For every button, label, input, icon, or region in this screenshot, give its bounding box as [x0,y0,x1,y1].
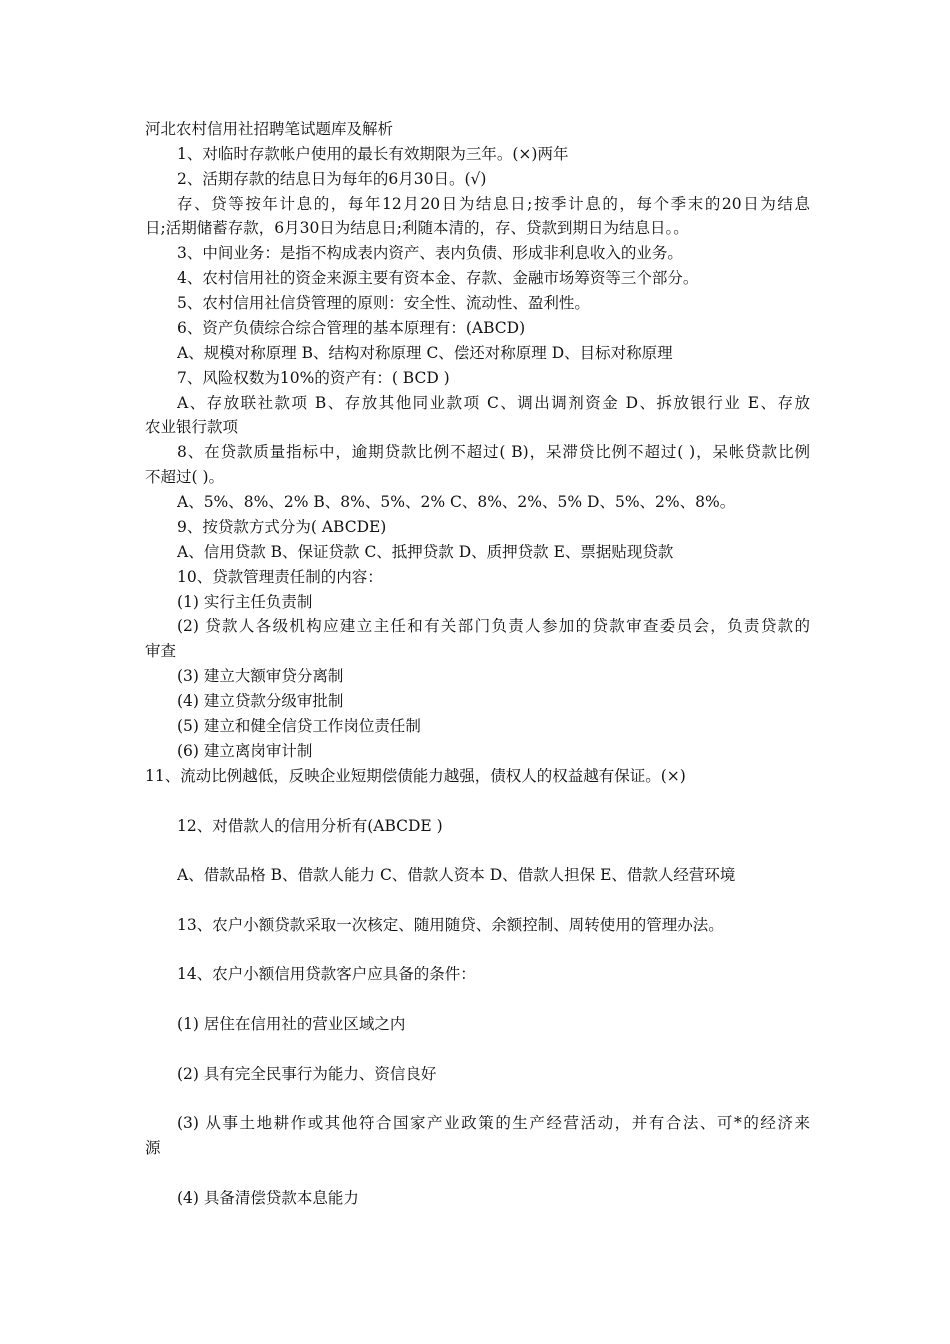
list-item: (3) 建立大额审贷分离制 [177,667,344,685]
question-1: 1、对临时存款帐户使用的最长有效期限为三年。(×)两年 [177,145,569,163]
question-7-options-cont: 农业银行款项 [145,418,239,436]
list-item: (2) 贷款人各级机构应建立主任和有关部门负责人参加的贷款审查委员会，负责贷款的 [177,617,810,635]
question-7-options: A、存放联社款项 B、存放其他同业款项 C、调出调剂资金 D、拆放银行业 E、存放 [177,394,810,412]
list-item: (6) 建立离岗审计制 [177,742,313,760]
list-item: (1) 居住在信用社的营业区域之内 [177,1015,406,1033]
document-title: 河北农村信用社招聘笔试题库及解析 [145,120,394,138]
list-item: (2) 具有完全民事行为能力、资信良好 [177,1065,437,1083]
question-6-options: A、规模对称原理 B、结构对称原理 C、偿还对称原理 D、目标对称原理 [177,344,673,362]
question-4: 4、农村信用社的资金来源主要有资本金、存款、金融市场筹资等三个部分。 [177,269,699,287]
question-13: 13、农户小额贷款采取一次核定、随用随贷、余额控制、周转使用的管理办法。 [177,916,724,934]
question-10: 10、贷款管理责任制的内容： [177,568,383,586]
list-item: (1) 实行主任负责制 [177,593,313,611]
list-item-cont: 源 [145,1139,161,1157]
list-item: (4) 具备清偿贷款本息能力 [177,1189,359,1207]
question-12: 12、对借款人的信用分析有(ABCDE ) [177,817,443,835]
question-14: 14、农户小额信用贷款客户应具备的条件： [177,965,476,983]
question-2: 2、活期存款的结息日为每年的6月30日。(√) [177,170,487,188]
question-8: 8、在贷款质量指标中，逾期贷款比例不超过( B)，呆滞贷比例不超过( )，呆帐贷款比例 [177,443,810,461]
question-12-options: A、借款品格 B、借款人能力 C、借款人资本 D、借款人担保 E、借款人经营环境 [177,866,736,884]
question-3: 3、中间业务：是指不构成表内资产、表内负债、形成非利息收入的业务。 [177,244,683,262]
question-7: 7、风险权数为10%的资产有：( BCD ) [177,369,450,387]
question-8-cont: 不超过( )。 [145,468,225,486]
question-5: 5、农村信用社信贷管理的原则：安全性、流动性、盈利性。 [177,294,590,312]
list-item-cont: 审查 [145,642,177,660]
explanation-line-1: 存、贷等按年计息的，每年12月20日为结息日;按季计息的，每个季末的20日为结息 [177,195,810,213]
question-8-options: A、5%、8%、2% B、8%、5%、2% C、8%、2%、5% D、5%、2%、8%。 [177,493,736,511]
list-item: (5) 建立和健全信贷工作岗位责任制 [177,717,421,735]
list-item: (4) 建立贷款分级审批制 [177,692,344,710]
explanation-line-2: 日;活期储蓄存款，6月30日为结息日;利随本清的，存、贷款到期日为结息日。。 [145,219,689,237]
question-6: 6、资产负债综合综合管理的基本原理有：(ABCD) [177,319,526,337]
question-9-options: A、信用贷款 B、保证贷款 C、抵押贷款 D、质押贷款 E、票据贴现贷款 [177,543,674,561]
list-item: (3) 从事土地耕作或其他符合国家产业政策的生产经营活动，并有合法、可*的经济来 [177,1114,810,1132]
question-9: 9、按贷款方式分为( ABCDE) [177,518,387,536]
question-11: 11、流动比例越低，反映企业短期偿债能力越强，债权人的权益越有保证。(×) [145,767,686,785]
